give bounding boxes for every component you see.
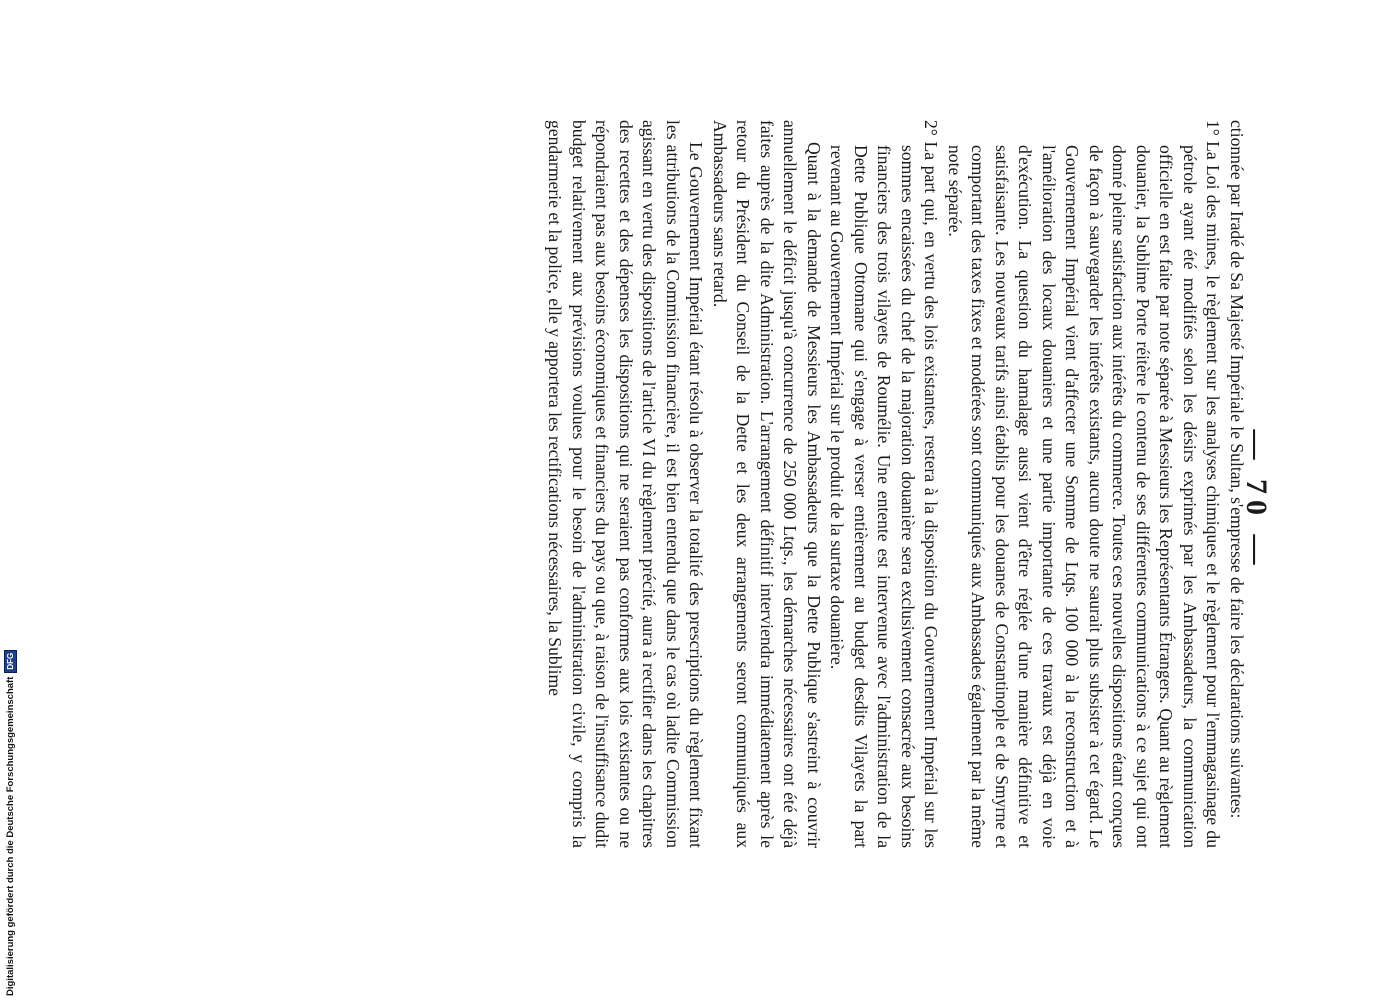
paragraph-item-1: 1° La Loi des mines, le règlement sur les analyses chimiques et le règlement pour l'emmagasinage du pétrole ayant été modifiés selon les désirs exprimés par les Ambassadeurs, la communication officielle en est faite par note séparée à Messieurs les Représentants Étrangers. Quant au règlement douanier, la Sublime Porte réitère le contenu de ses différentes communications à ce sujet qui ont donné pleine satisfaction aux intérêts du commerce. Toutes ces nouvelles dispositions étant conçues de façon à sauvegarder les intérêts existants, aucun doute ne saurait plus subsister à cet égard. Le Gouvernement Impérial vient d'affecter une Somme de Ltqs. 100 000 à la reconstruction et à l'amélioration des locaux douaniers et une partie importante de ces travaux est déjà en voie d'exécution. La question du hamalage aussi vient d'être réglée d'une manière définitive et satisfaisante. Les nouveaux tarifs ainsi établis pour les douanes de Constantinople et de Smyrne et comportant des taxes fixes et modérées sont communiqués aux Ambassades également par la même note séparée.: [945, 120, 1224, 848]
digitization-credit: [0, 600, 20, 996]
paragraph-item-2: 2° La part qui, en vertu des lois existantes, restera à la disposition du Gouvernement Impérial sur les sommes encaissées du chef de la majoration douanière sera exclusivement consacrée aux besoins financiers des trois vilayets de Roumélie. Une entente est intervenue avec l'administration de la Dette Publique Ottomane qui s'engage à verser entièrement au budget desdits Vilayets la part revenant au Gouvernement Impérial sur le produit de la surtaxe douanière.: [827, 120, 942, 848]
paragraph-intro: ctionnée par Iradé de Sa Majesté Impériale le Sultan, s'empresse de faire les déclarations suivantes:: [1227, 120, 1247, 819]
paragraph-gouvernement: Le Gouvernement Impérial étant résolu à observer la totalité des prescriptions du règlement fixant les attributions de la Commission financière, il est bien entendu que dans le cas où ladite Commission agissant en vertu des dispositions de l'article VI du règlement précité, aura à rectifier dans les chapitres des recettes et des dépenses les dispositions qui ne seraient pas conformes aux lois existantes ou ne répondraient pas aux besoins économiques et financiers du pays ou que, à raison de l'insuffisance dudit budget relativement aux prévisions voulues pour le besoin de l'administration civile, y compris la gendarmerie et la police, elle y apportera les rectifications nécessaires, la Sublime: [545, 120, 707, 848]
body-text: [543, 120, 1248, 848]
credit-text: Digitalisierung gefördert durch die Deutsche Forschungsgemeinschaft: [4, 676, 16, 996]
page-number: — 70 —: [1240, 429, 1273, 571]
dfg-logo: DFG: [4, 650, 17, 673]
paragraph-ambassadeurs: Quant à la demande de Messieurs les Ambassadeurs que la Dette Publique s'astreint à couvrir annuellement le déficit jusqu'à concurrence de 250 000 Ltqs., les démarches nécessaires ont été déjà faites auprès de la dite Administration. L'arrangement définitif interviendra immédiatement après le retour du Président du Conseil de la Dette et les deux arrangements seront communiqués aux Ambassadeurs sans retard.: [710, 120, 824, 848]
